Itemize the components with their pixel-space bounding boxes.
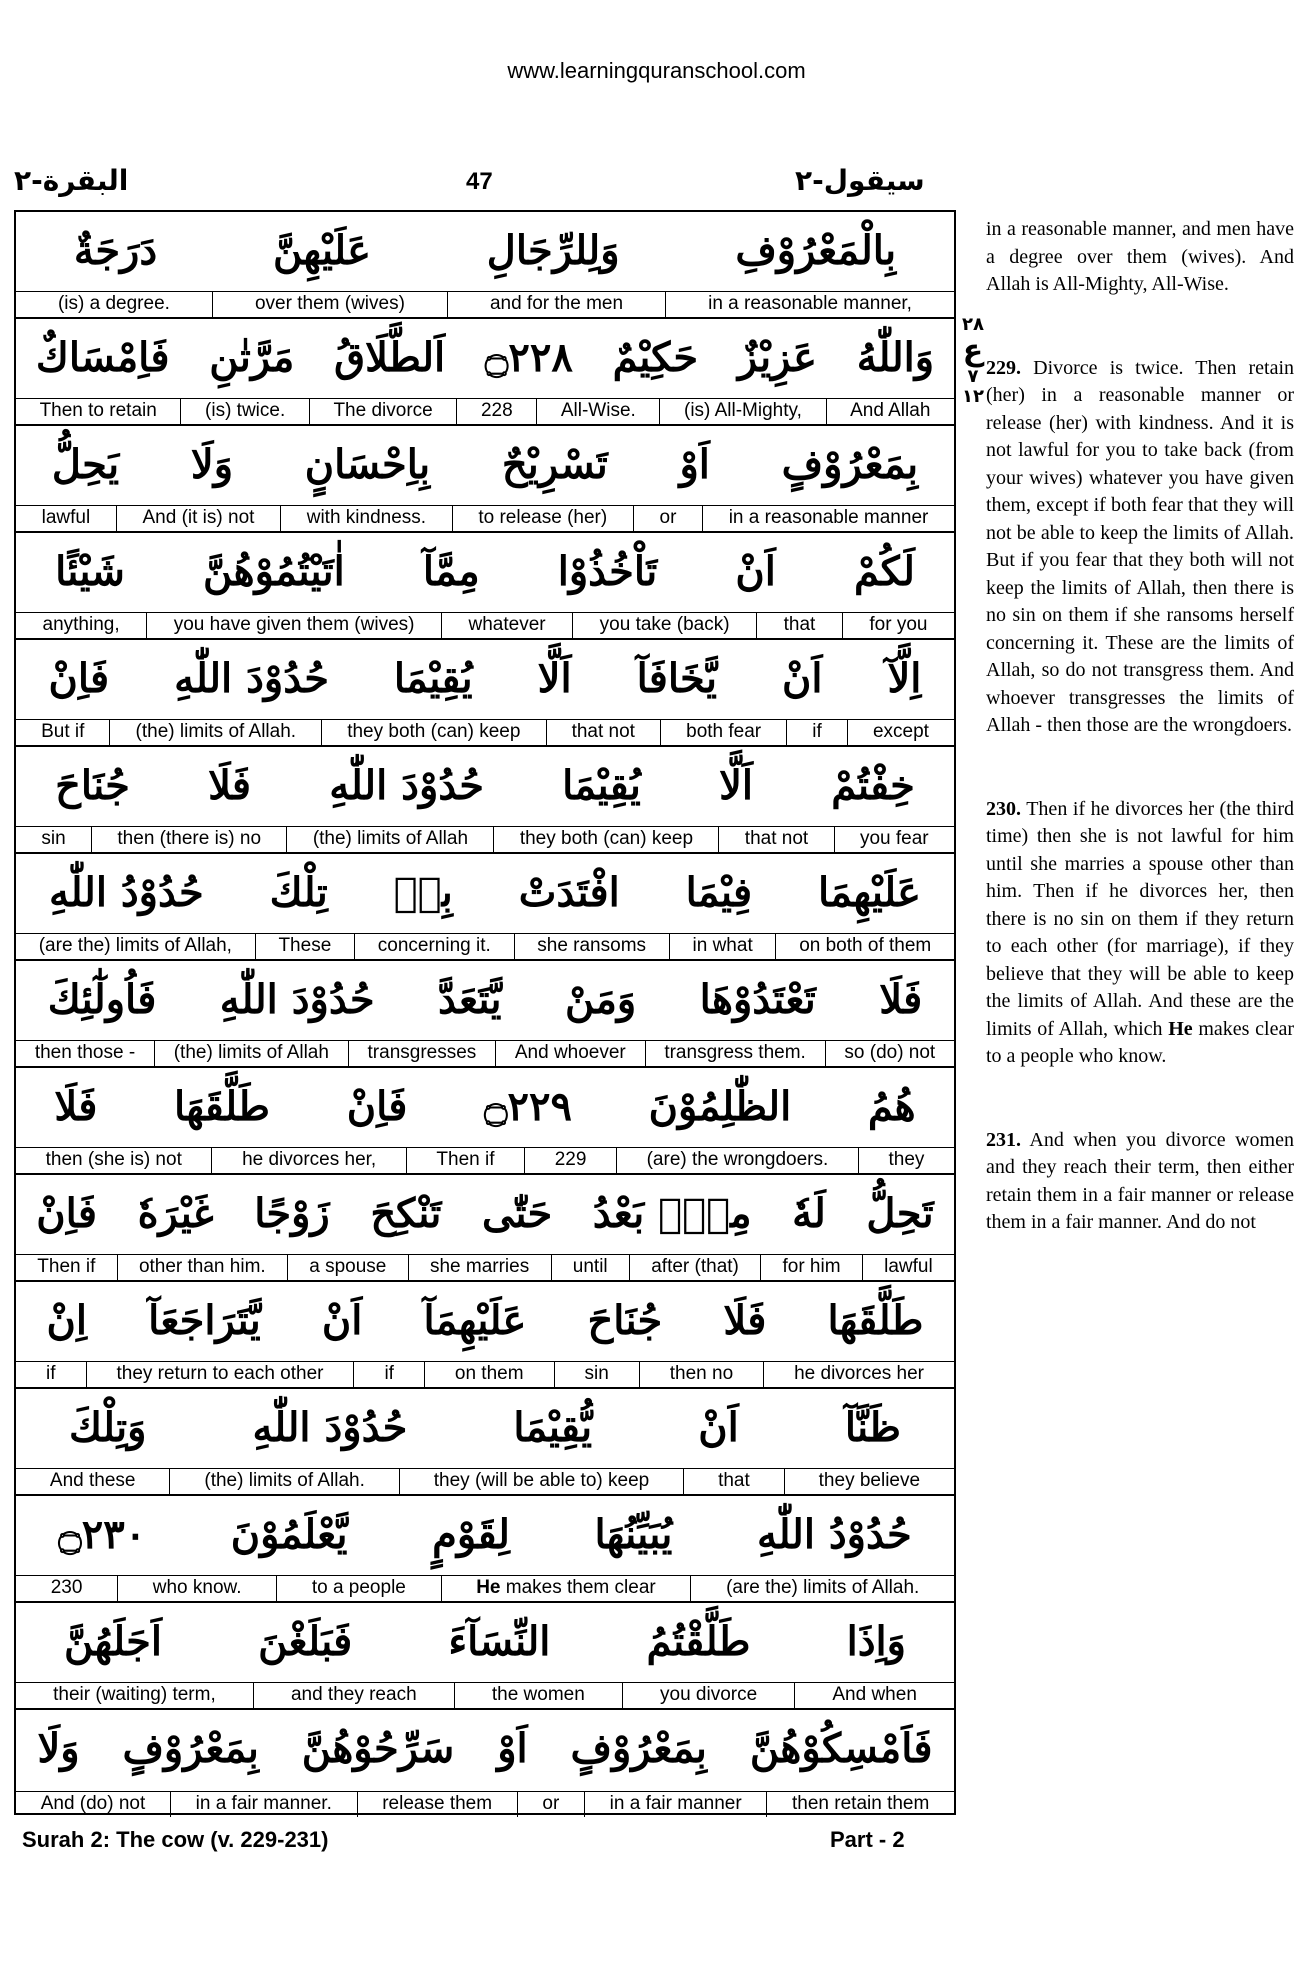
english-gloss: (are the) limits of Allah. <box>690 1576 954 1601</box>
arabic-word: بِالْمَعْرُوْفِ <box>735 227 897 274</box>
translation-verse-229 <box>986 355 1294 740</box>
english-gloss-line <box>16 1040 954 1066</box>
arabic-word: اَجَلَهُنَّ <box>64 1618 162 1665</box>
english-gloss-line <box>16 398 954 424</box>
surah-name-header: البقرة-٢ <box>14 164 129 197</box>
english-gloss: transgress them. <box>645 1041 825 1066</box>
arabic-word: الظّٰلِمُوْنَ <box>648 1083 792 1130</box>
english-gloss: they both (can) keep <box>493 827 718 852</box>
english-gloss: (is) All-Mighty, <box>659 399 825 424</box>
verse-row <box>16 212 954 319</box>
english-gloss: on them <box>424 1362 554 1387</box>
verse-row <box>16 426 954 533</box>
ruku-mark-middle: ٧ <box>967 366 979 387</box>
arabic-word: لِقَوْمٍ <box>432 1511 510 1558</box>
english-gloss: And these <box>49 1470 136 1491</box>
english-gloss: And (it is) not <box>116 506 280 531</box>
arabic-line <box>16 1175 954 1253</box>
arabic-word: مَرَّتٰنِ <box>209 334 295 381</box>
english-gloss: they both (can) keep <box>321 720 545 745</box>
verse-text: Then if he divorces her (the third time) then she is not lawful for him until she marries a spouse other than him. Then if he divorces her, then there is no sin on them if they return to each other (for marriage), if they believe that they will be able to keep the limits of Allah. And these are the limits of Allah, which <box>986 797 1294 1040</box>
arabic-word: تَاْخُذُوْا <box>557 548 658 595</box>
arabic-word: طَلَّقَهَا <box>827 1297 924 1344</box>
verse-row <box>16 319 954 426</box>
arabic-word: وَمَنْ <box>565 976 637 1023</box>
english-gloss: in what <box>669 934 776 959</box>
arabic-line <box>16 1389 954 1467</box>
english-gloss: These <box>255 934 354 959</box>
arabic-word: حُدُوْدَ اللّٰهِ <box>329 762 484 809</box>
arabic-word: اَلطَّلَاقُ <box>334 334 446 381</box>
footer-part-label: Part - 2 <box>830 1827 905 1852</box>
english-gloss: Then if <box>406 1148 524 1173</box>
english-gloss: whatever <box>441 613 572 638</box>
arabic-word: يَّتَرَاجَعَآ <box>148 1297 261 1344</box>
arabic-word: بِمَعْرُوْفٍ <box>570 1725 707 1772</box>
arabic-word: ۝٢٢٨ <box>484 334 573 381</box>
arabic-word: وَلَا <box>37 1725 80 1772</box>
english-gloss-line <box>16 1361 954 1387</box>
arabic-line <box>16 854 954 932</box>
english-gloss: in a reasonable manner <box>702 506 954 531</box>
arabic-word: تَعْتَدُوْهَا <box>699 976 816 1023</box>
arabic-word: سَرِّحُوْهُنَّ <box>301 1725 455 1772</box>
english-gloss: then (she is) not <box>45 1149 182 1170</box>
verse-text: Divorce is twice. Then retain (her) in a reasonable manner or release (her) with kindness. And it is not lawful for you to take back (from your wives) whatever you have given them, except if both fear that they will not be able to keep the limits of Allah. But if you fear that they both will not keep the limits of Allah, then there is no sin on them if she ransoms herself concerning it. These are the limits of Allah, so do not transgress them. And whoever transgresses the limits of Allah - then those are the wrongdoers. <box>986 356 1295 736</box>
english-gloss: And Allah <box>826 399 955 424</box>
juz-name-header: سيقول-٢ <box>795 164 925 197</box>
arabic-word: زَوْجًا <box>254 1190 330 1237</box>
english-gloss: that <box>756 613 842 638</box>
arabic-word: ۝٢٣٠ <box>58 1511 147 1558</box>
arabic-word: فَلَا <box>879 976 923 1023</box>
arabic-word: تَسْرِيْحٌ <box>501 441 608 488</box>
english-gloss: you have given them (wives) <box>146 613 441 638</box>
translation-continued: in a reasonable manner, and men have a degree over them (wives). And Allah is All-Mighty, All-Wise. <box>986 218 1294 295</box>
verse-row <box>16 640 954 747</box>
verse-row <box>16 1603 954 1710</box>
english-gloss-line <box>16 1575 954 1601</box>
english-gloss-line <box>16 933 954 959</box>
verse-row <box>16 1175 954 1282</box>
arabic-word: يُقِيْمَا <box>393 655 473 702</box>
arabic-word: فَاَمْسِكُوْهُنَّ <box>749 1725 933 1772</box>
arabic-word: وَتِلْكَ <box>69 1404 147 1451</box>
english-gloss: you fear <box>834 827 954 852</box>
english-gloss: or <box>517 1792 584 1817</box>
arabic-word: جُنَاحَ <box>587 1297 663 1344</box>
arabic-word: اِنْ <box>46 1297 88 1344</box>
arabic-word: حُدُوْدُ اللّٰهِ <box>48 869 204 916</box>
emphasis-he: He <box>476 1577 501 1598</box>
english-gloss: lawful <box>862 1255 954 1280</box>
english-gloss: who know. <box>117 1576 276 1601</box>
translation-verse-231 <box>986 1127 1294 1237</box>
english-gloss: But if <box>41 721 85 742</box>
english-gloss: then those - <box>34 1042 136 1063</box>
arabic-word: تَحِلُّ <box>866 1190 934 1237</box>
ruku-mark-bottom: ١٢ <box>962 386 984 407</box>
ruku-mark-symbol: ع <box>962 333 984 368</box>
arabic-word: بِمَعْرُوْفٍ <box>781 441 919 488</box>
english-gloss: in a fair manner. <box>170 1792 357 1817</box>
english-gloss-line <box>16 1791 954 1817</box>
page-number: 47 <box>466 168 493 195</box>
english-gloss: she ransoms <box>514 934 669 959</box>
site-url[interactable]: www.learningquranschool.com <box>507 58 806 83</box>
arabic-word: وَاِذَا <box>846 1618 906 1665</box>
arabic-word: جُنَاحَ <box>55 762 130 809</box>
arabic-word: اَوْ <box>679 441 710 488</box>
english-gloss-line <box>16 826 954 852</box>
english-gloss-line <box>16 1682 954 1708</box>
footer-surah-label: Surah 2: The cow (v. 229-231) <box>22 1827 329 1852</box>
arabic-line <box>16 1603 954 1681</box>
arabic-word: عَلَيْهِنَّ <box>272 227 372 274</box>
english-gloss: 228 <box>456 399 536 424</box>
arabic-word: طَلَّقَهَا <box>174 1083 270 1130</box>
arabic-word: اَنْ <box>735 548 776 595</box>
arabic-word: اٰتَيْتُمُوْهُنَّ <box>203 548 345 595</box>
english-gloss: He makes them clear <box>441 1576 691 1601</box>
translation-verse-230 <box>986 796 1294 1071</box>
arabic-line <box>16 1710 954 1788</box>
english-gloss: Then to retain <box>39 400 157 421</box>
english-gloss: he divorces her <box>763 1362 954 1387</box>
english-gloss: that <box>683 1469 784 1494</box>
arabic-word: يَّعْلَمُوْنَ <box>230 1511 348 1558</box>
english-gloss: and they reach <box>253 1683 454 1708</box>
english-gloss: lawful <box>41 507 91 528</box>
arabic-word: ۝٢٢٩ <box>484 1083 572 1130</box>
english-gloss: Then if <box>37 1256 96 1277</box>
english-gloss: then retain them <box>766 1792 954 1817</box>
verse-row <box>16 961 954 1068</box>
english-gloss: on both of them <box>775 934 954 959</box>
arabic-line <box>16 1496 954 1574</box>
english-gloss: All-Wise. <box>536 399 659 424</box>
english-gloss: in a reasonable manner, <box>665 292 954 317</box>
arabic-word: افْتَدَتْ <box>518 869 620 916</box>
english-gloss: the women <box>454 1683 622 1708</box>
english-gloss: (the) limits of Allah <box>154 1041 348 1066</box>
arabic-word: بِهٖ <box>393 869 453 916</box>
english-gloss: with kindness. <box>280 506 452 531</box>
arabic-word: مِنْۢ بَعْدُ <box>592 1190 752 1237</box>
english-gloss: (is) a degree. <box>57 293 170 314</box>
english-gloss: then (there is) no <box>91 827 286 852</box>
arabic-word: حَتّٰى <box>482 1190 553 1237</box>
word-by-word-table <box>14 210 956 1815</box>
arabic-word: اَلَّا <box>719 762 754 809</box>
english-gloss: sin <box>554 1362 639 1387</box>
ruku-mark <box>958 315 988 407</box>
english-gloss: she marries <box>408 1255 551 1280</box>
english-gloss: he divorces her, <box>211 1148 405 1173</box>
arabic-word: اَلَّا <box>537 655 572 702</box>
verse-row <box>16 854 954 961</box>
arabic-word: اَنْ <box>698 1404 739 1451</box>
arabic-word: طَلَّقْتُمُ <box>646 1618 751 1665</box>
english-gloss: so (do) not <box>825 1041 954 1066</box>
ruku-mark-top: ٢٨ <box>962 314 984 335</box>
arabic-line <box>16 212 954 290</box>
english-gloss: transgresses <box>348 1041 495 1066</box>
english-gloss: to release (her) <box>452 506 633 531</box>
verse-number: 231. <box>986 1128 1021 1151</box>
english-gloss: that not <box>546 720 661 745</box>
english-gloss: they (will be able to) keep <box>399 1469 683 1494</box>
arabic-word: اَنْ <box>782 655 823 702</box>
arabic-word: وَاللّٰهُ <box>856 334 935 381</box>
english-gloss: other than him. <box>117 1255 287 1280</box>
arabic-word: يَّتَعَدَّ <box>438 976 502 1023</box>
english-gloss-line <box>16 1147 954 1173</box>
arabic-word: وَلِلرِّجَالِ <box>486 227 620 274</box>
english-gloss-line <box>16 505 954 531</box>
english-gloss: you take (back) <box>572 613 756 638</box>
arabic-line <box>16 426 954 504</box>
arabic-word: حُدُوْدَ اللّٰهِ <box>219 976 375 1023</box>
arabic-word: فِيْمَا <box>685 869 753 916</box>
arabic-word: حَكِيْمٌ <box>612 334 699 381</box>
english-gloss: and for the men <box>447 292 665 317</box>
english-gloss: if <box>353 1362 423 1387</box>
arabic-word: بِاِحْسَانٍ <box>304 441 431 488</box>
english-gloss: for you <box>842 613 954 638</box>
verse-row <box>16 1496 954 1603</box>
arabic-word: فَاِنْ <box>346 1083 408 1130</box>
arabic-word: فَاِنْ <box>36 1190 97 1237</box>
verse-row <box>16 533 954 640</box>
english-gloss: over them (wives) <box>212 292 447 317</box>
english-gloss: a spouse <box>287 1255 408 1280</box>
english-gloss: concerning it. <box>354 934 514 959</box>
verse-row <box>16 1282 954 1389</box>
arabic-word: عَلَيْهِمَآ <box>423 1297 527 1344</box>
arabic-line <box>16 319 954 397</box>
arabic-word: يُقِيْمَا <box>562 762 641 809</box>
arabic-word: حُدُوْدَ اللّٰهِ <box>174 655 329 702</box>
arabic-word: فَلَا <box>54 1083 98 1130</box>
arabic-line <box>16 747 954 825</box>
english-gloss-line <box>16 719 954 745</box>
verse-row <box>16 747 954 854</box>
arabic-word: يَّخَافَآ <box>636 655 718 702</box>
english-gloss: if <box>786 720 847 745</box>
english-gloss: they believe <box>784 1469 954 1494</box>
arabic-word: دَرَجَةٌ <box>73 227 158 274</box>
arabic-word: يُبَيِّنُهَا <box>594 1511 673 1558</box>
english-gloss: The divorce <box>309 399 456 424</box>
arabic-word: فَلَا <box>723 1297 767 1344</box>
arabic-word: فَاُولٰٓئِكَ <box>47 976 157 1023</box>
arabic-word: النِّسَآءَ <box>448 1618 551 1665</box>
arabic-word: حُدُوْدَ اللّٰهِ <box>252 1404 408 1451</box>
english-gloss: release them <box>357 1792 517 1817</box>
english-gloss: both fear <box>660 720 786 745</box>
arabic-line <box>16 640 954 718</box>
english-gloss: (are) the wrongdoers. <box>616 1148 858 1173</box>
english-gloss: 230 <box>50 1577 83 1598</box>
english-gloss: sin <box>41 828 66 849</box>
arabic-word: غَيْرَهٗ <box>137 1190 214 1237</box>
arabic-line <box>16 1282 954 1360</box>
english-gloss: they <box>858 1148 954 1173</box>
translation-column <box>986 216 1294 1237</box>
arabic-word: خِفْتُمْ <box>831 762 915 809</box>
arabic-line <box>16 961 954 1039</box>
english-gloss-line <box>16 1254 954 1280</box>
arabic-word: فَاِمْسَاكٌ <box>35 334 170 381</box>
arabic-word: لَكُمْ <box>853 548 915 595</box>
english-gloss: except <box>847 720 954 745</box>
arabic-word: حُدُوْدُ اللّٰهِ <box>756 1511 912 1558</box>
arabic-word: تِلْكَ <box>269 869 328 916</box>
arabic-word: عَزِيْزٌ <box>737 334 818 381</box>
verse-text: And when you divorce women and they reach their term, then either retain them in a fair manner or release them in a fair manner. And do not <box>986 1128 1294 1233</box>
arabic-word: اَنْ <box>321 1297 363 1344</box>
english-gloss: then no <box>639 1362 763 1387</box>
arabic-word: ظَنَّآ <box>844 1404 901 1451</box>
arabic-word: فَلَا <box>208 762 252 809</box>
arabic-word: بِمَعْرُوْفٍ <box>122 1725 259 1772</box>
arabic-word: شَيْئًا <box>55 548 125 595</box>
arabic-word: فَاِنْ <box>48 655 110 702</box>
english-gloss: if <box>46 1363 56 1384</box>
arabic-line <box>16 533 954 611</box>
arabic-word: عَلَيْهِمَا <box>818 869 921 916</box>
english-gloss-line <box>16 1468 954 1494</box>
verse-number: 229. <box>986 356 1021 379</box>
english-gloss: for him <box>760 1255 862 1280</box>
english-gloss: that not <box>718 827 833 852</box>
verse-row <box>16 1389 954 1496</box>
english-gloss: or <box>633 506 702 531</box>
english-gloss: to a people <box>276 1576 440 1601</box>
english-gloss: 229 <box>524 1148 616 1173</box>
english-gloss-line <box>16 612 954 638</box>
arabic-word: فَبَلَغْنَ <box>258 1618 353 1665</box>
english-gloss: (the) limits of Allah <box>286 827 493 852</box>
english-gloss: anything, <box>42 614 120 635</box>
arabic-word: يَحِلُّ <box>51 441 120 488</box>
english-gloss: And whoever <box>495 1041 644 1066</box>
english-gloss: you divorce <box>622 1683 794 1708</box>
english-gloss: (the) limits of Allah. <box>169 1469 398 1494</box>
emphasis-he: He <box>1168 1017 1193 1040</box>
verse-row <box>16 1710 954 1817</box>
arabic-word: تَنْكِحَ <box>370 1190 442 1237</box>
verse-text: makes clear to a people who know. <box>986 1017 1295 1067</box>
english-gloss: (are the) limits of Allah, <box>38 935 232 956</box>
english-gloss: (is) twice. <box>180 399 308 424</box>
arabic-line <box>16 1068 954 1146</box>
english-gloss: in a fair manner <box>584 1792 766 1817</box>
arabic-word: يُّقِيْمَا <box>513 1404 593 1451</box>
arabic-word: هُمُ <box>867 1083 916 1130</box>
verse-number: 230. <box>986 797 1021 820</box>
arabic-word: لَهٗ <box>792 1190 826 1237</box>
english-gloss: And when <box>794 1683 954 1708</box>
arabic-word: مِمَّآ <box>422 548 480 595</box>
verse-row <box>16 1068 954 1175</box>
english-gloss: And (do) not <box>40 1793 146 1814</box>
english-gloss-line <box>16 291 954 317</box>
arabic-word: اَوْ <box>497 1725 528 1772</box>
arabic-word: وَلَا <box>190 441 234 488</box>
english-gloss: their (waiting) term, <box>53 1684 216 1705</box>
english-gloss: (the) limits of Allah. <box>109 720 321 745</box>
english-gloss: until <box>551 1255 629 1280</box>
english-gloss: after (that) <box>629 1255 760 1280</box>
arabic-word: اِلَّآ <box>887 655 922 702</box>
english-gloss: they return to each other <box>86 1362 354 1387</box>
